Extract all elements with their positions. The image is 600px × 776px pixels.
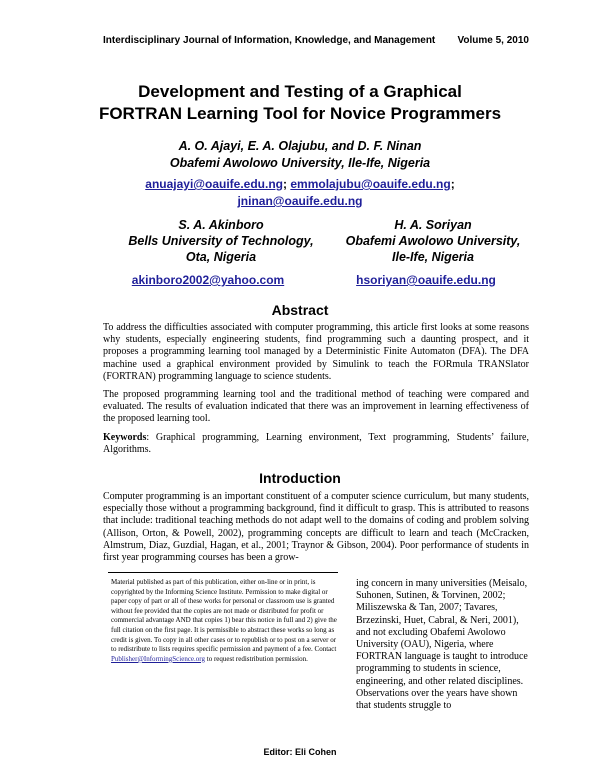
email-link-soriyan[interactable]: hsoriyan@oauife.edu.ng bbox=[356, 273, 496, 287]
author-left-affil-2: Ota, Nigeria bbox=[185, 250, 257, 264]
author-right-email bbox=[311, 273, 541, 287]
introduction-continuation: ing concern in many universities (Meisalo, Suhonen, Sutinen, & Torvinen, 2002; Miliszewska & Tan, 2007; Tavares, Brzezinski, Huet, Cabral, & Neri, 2001), and not excluding Obafemi Awolowo University (OAU), Nigeria, where FORTRAN language is taught to introduce programming to students in science, engineering, and other related disciplines. Observations over the years have shown that students struggle to bbox=[356, 578, 528, 712]
keywords-list: : Graphical programming, Learning environment, Text programming, Students’ failure, Algorithms. bbox=[103, 431, 529, 455]
publisher-email-link[interactable]: Publisher@InformingScience.org bbox=[111, 654, 205, 663]
notice-text-end: to request redistribution permission. bbox=[205, 654, 308, 663]
keywords-label: Keywords bbox=[103, 431, 147, 443]
email-link-akinboro[interactable]: akinboro2002@yahoo.com bbox=[131, 273, 285, 287]
paper-title bbox=[60, 81, 540, 125]
email-link-ninan[interactable]: jninan@oauife.edu.ng bbox=[237, 194, 363, 208]
abstract-body bbox=[103, 322, 529, 462]
notice-text: Material published as part of this publication, either on-line or in print, is copyrighted by the Informing Science Institute. Permission to make digital or paper copy of part or all of these works for personal or classroom use is granted without fee provided that the copies are not made or distributed for profit or commercial advantage AND that copies 1) bear this notice in full and 2) give the full citation on the first page. It is permissible to abstract these works so long as credit is given. To copy in all other cases or to republish or to post on a server or to redistribute to lists requires specific permission and payment of a fee. Contact bbox=[111, 578, 337, 654]
abstract-paragraph-2: The proposed programming learning tool and the traditional method of teaching were compared and evaluated. The results of evaluation indicated that there was an improvement in learning effectiveness of the proposed learning tool. bbox=[103, 389, 529, 425]
copyright-notice bbox=[111, 578, 340, 664]
running-head bbox=[103, 35, 529, 46]
author-right-affil-2: Ile-Ife, Nigeria bbox=[392, 250, 474, 264]
author-left-email bbox=[93, 273, 323, 287]
introduction-paragraph-1: Computer programming is an important constituent of a computer science curriculum, but many students, especially those without a programming background, find it difficult to grasp. This is attributed to reasons that include: traditional teaching methods do not adapt well to the domains of coding and problem solving (Allison, Orton, & Powell, 2002), programming concepts are difficult to learn and teach (McCracken, Almstrum, Diaz, Guzdial, Hagan, et al., 2001; Traynor & Gibson, 2004). Poor performance of students in first year programming courses has been a grow- bbox=[103, 491, 529, 564]
author-left bbox=[106, 217, 336, 265]
footer-editor: Editor: Eli Cohen bbox=[263, 747, 337, 757]
introduction-heading: Introduction bbox=[259, 470, 341, 486]
abstract-paragraph-1: To address the difficulties associated with computer programming, this article first looks at some reasons why students, especially engineering students, find programming such a daunting prospect, and it proposes a programming learning tool managed by a Deterministic Finite Automaton (DFA). The DFA machine used a graphical environment provided by Simulink to teach the FORmula TRANSlator (FORTRAN) programming language to science students. bbox=[103, 322, 529, 382]
author-left-affil-1: Bells University of Technology, bbox=[128, 234, 314, 248]
introduction-body bbox=[103, 491, 529, 570]
email-link-olajubu[interactable]: emmolajubu@oauife.edu.ng bbox=[290, 177, 451, 191]
abstract-heading: Abstract bbox=[271, 302, 329, 318]
author-left-name: S. A. Akinboro bbox=[178, 218, 264, 232]
author-right bbox=[318, 217, 548, 265]
volume-label: Volume 5, 2010 bbox=[457, 35, 529, 46]
author-affiliation: Obafemi Awolowo University, Ile-Ife, Nigeria bbox=[169, 156, 431, 170]
notice-divider bbox=[108, 572, 338, 573]
author-right-affil-1: Obafemi Awolowo University, bbox=[345, 234, 521, 248]
author-emails: anuajayi@oauife.edu.ng; emmolajubu@oauife.edu.ng; jninan@oauife.edu.ng bbox=[145, 177, 455, 208]
author-right-name: H. A. Soriyan bbox=[394, 218, 472, 232]
author-block bbox=[60, 138, 540, 172]
author-names: A. O. Ajayi, E. A. Olajubu, and D. F. Ninan bbox=[178, 139, 422, 153]
email-link-ajayi[interactable]: anuajayi@oauife.edu.ng bbox=[145, 177, 283, 191]
keywords bbox=[103, 432, 529, 456]
title-line-2: FORTRAN Learning Tool for Novice Programmers bbox=[98, 104, 502, 123]
title-line-1: Development and Testing of a Graphical bbox=[138, 82, 462, 101]
journal-name: Interdisciplinary Journal of Information, Knowledge, and Management bbox=[103, 35, 436, 46]
